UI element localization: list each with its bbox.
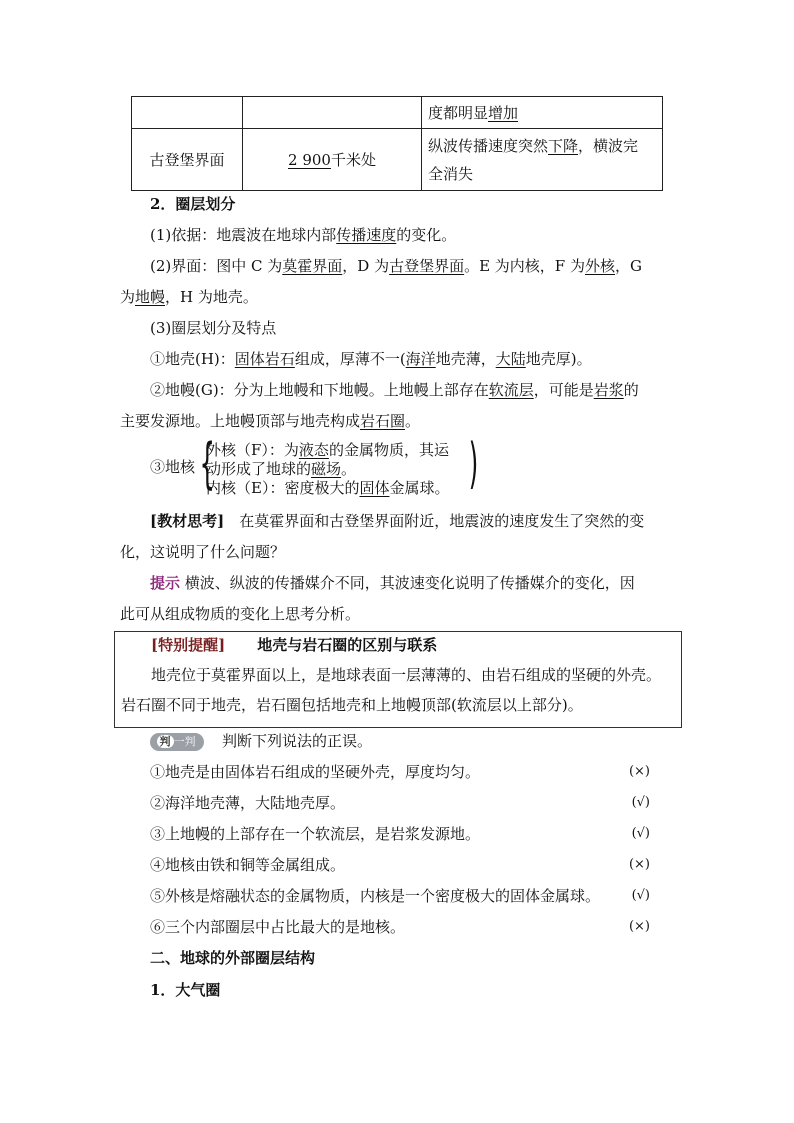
text: 金属球。 [389,479,450,497]
interface-line [150,256,642,276]
layers-title: (3)圈层划分及特点 [150,319,277,337]
text: ，可能是 [533,381,594,399]
section-heading: 二、地球的外部圈层结构 [150,949,316,967]
text: 为 [120,288,136,306]
hint-answer [150,573,635,593]
notice-header [151,635,437,655]
cell-underlined-text: 增加 [488,104,519,122]
basis-line [150,225,456,245]
underlined-text: 岩石圈 [360,412,406,430]
underlined-text: 软流层 [488,381,534,399]
textbook-question [150,511,644,531]
judge-item [150,917,650,937]
text: 内核（E）：密度极大的 [206,479,360,497]
judge-mark: (×) [628,857,650,872]
hint-label: 提示 [150,574,181,592]
right-paren-icon: ) [468,432,479,495]
core-label: ③地核 [150,458,196,476]
interface-line-2 [120,287,258,307]
judge-text: ④地核由铁和铜等金属组成。 [150,856,346,874]
judge-intro [150,731,372,751]
textbook-label: [教材思考] [150,512,225,530]
underlined-text: 传播速度 [336,226,397,244]
judge-text: ②海洋地壳薄，大陆地壳厚。 [150,794,346,812]
mantle-line [150,380,639,400]
table-cell-interface-name: 古登堡界面 [132,129,243,191]
text: 外核（F）：为 [206,441,299,459]
text: 组成，厚薄不一( [294,350,406,368]
text: (2)界面：图中 C 为 [150,257,283,275]
underlined-text: 液态 [298,441,329,459]
text: 主要发源地。上地幔顶部与地壳构成 [120,412,361,430]
table-cell [243,97,422,129]
judge-item [150,793,650,813]
judge-mark: (√) [631,888,650,903]
judge-item [150,762,650,782]
notice-title: 地壳与岩石圈的区别与联系 [257,636,438,654]
text: 的 [623,381,639,399]
depth-unit: 千米处 [330,151,376,169]
text: 的变化。 [396,226,457,244]
text: 。 [341,460,357,478]
underlined-text: 地幔 [135,288,166,306]
text: 动形成了地球的 [206,460,312,478]
hint-answer-2: 此可从组成物质的变化上思考分析。 [120,605,361,623]
judge-text: ⑤外核是熔融状态的金属物质，内核是一个密度极大的固体金属球。 [150,887,601,905]
table-cell [132,97,243,129]
table-row [132,97,663,129]
judge-item [150,824,650,844]
judge-item [150,886,650,906]
judge-mark: (×) [628,919,650,934]
text: 在莫霍界面和古登堡界面附近，地震波的速度发生了突然的变 [224,512,645,530]
text: 横波、纵波的传播媒介不同，其波速变化说明了传播媒介的变化，因 [180,574,635,592]
underlined-text: 海洋 [405,350,436,368]
notice-label: [特别提醒] [151,636,226,654]
underlined-text: 古登堡界面 [389,257,465,275]
text: ②地幔(G)：分为上地幔和下地幔。上地幔上部存在 [150,381,489,399]
text: ，D 为 [342,257,390,275]
outer-core-line-2 [206,459,356,479]
judge-badge-icon [150,733,204,751]
crust-line [150,349,592,369]
text: 地壳薄， [435,350,496,368]
outer-core-line [206,440,449,460]
notice-line: 岩石圈不同于地壳，岩石圈包括地壳和上地幔顶部(软流层以上部分)。 [121,696,583,714]
text: ，H 为地壳。 [165,288,258,306]
mantle-line-2 [120,411,420,431]
cell-text: ，横波完 [578,136,639,155]
section-heading: 2．圈层划分 [150,195,236,213]
badge-text: 一判 [173,735,196,748]
underlined-text: 大陆 [495,350,526,368]
badge-char: 判 [157,735,174,748]
judge-text: ③上地幔的上部存在一个软流层，是岩浆发源地。 [150,825,481,843]
underlined-text: 磁场 [311,460,342,478]
depth-value: 2 900 [288,151,331,169]
text: 。 [405,412,421,430]
table-cell-depth [243,129,422,191]
text: 。E 为内核，F 为 [464,257,585,275]
table-cell [422,97,663,129]
judge-mark: (×) [628,764,650,779]
underlined-text: 固体岩石 [234,350,295,368]
interface-table [131,96,663,191]
table-row [132,129,663,191]
judge-text: ⑥三个内部圈层中占比最大的是地核。 [150,918,406,936]
text: 地壳厚)。 [525,350,592,368]
text: (1)依据：地震波在地球内部 [150,226,337,244]
cell-underlined-text: 下降 [548,136,579,155]
cell-text: 度都明显 [428,104,489,122]
notice-box [114,631,682,728]
text: 的金属物质，其运 [328,441,449,459]
judge-mark: (√) [631,795,650,810]
judge-intro-text: 判断下列说法的正误。 [222,732,373,750]
underlined-text: 固体 [359,479,390,497]
cell-text: 全消失 [428,164,474,183]
underlined-text: 外核 [585,257,616,275]
textbook-question-2: 化，这说明了什么问题？ [120,543,286,561]
cell-text: 纵波传播速度突然 [428,136,549,155]
subsection-heading: 1．大气圈 [150,981,221,999]
judge-text: ①地壳是由固体岩石组成的坚硬外壳，厚度均匀。 [150,763,481,781]
text: ，G [615,257,642,275]
underlined-text: 莫霍界面 [282,257,343,275]
table-cell-wave-change [422,129,663,191]
judge-item [150,855,650,875]
left-brace-icon: { [199,432,215,495]
judge-mark: (√) [631,826,650,841]
notice-line: 地壳位于莫霍界面以上，是地球表面一层薄薄的、由岩石组成的坚硬的外壳。 [151,666,662,684]
inner-core-line [206,478,449,498]
text: ①地壳(H)： [150,350,235,368]
underlined-text: 岩浆 [593,381,624,399]
